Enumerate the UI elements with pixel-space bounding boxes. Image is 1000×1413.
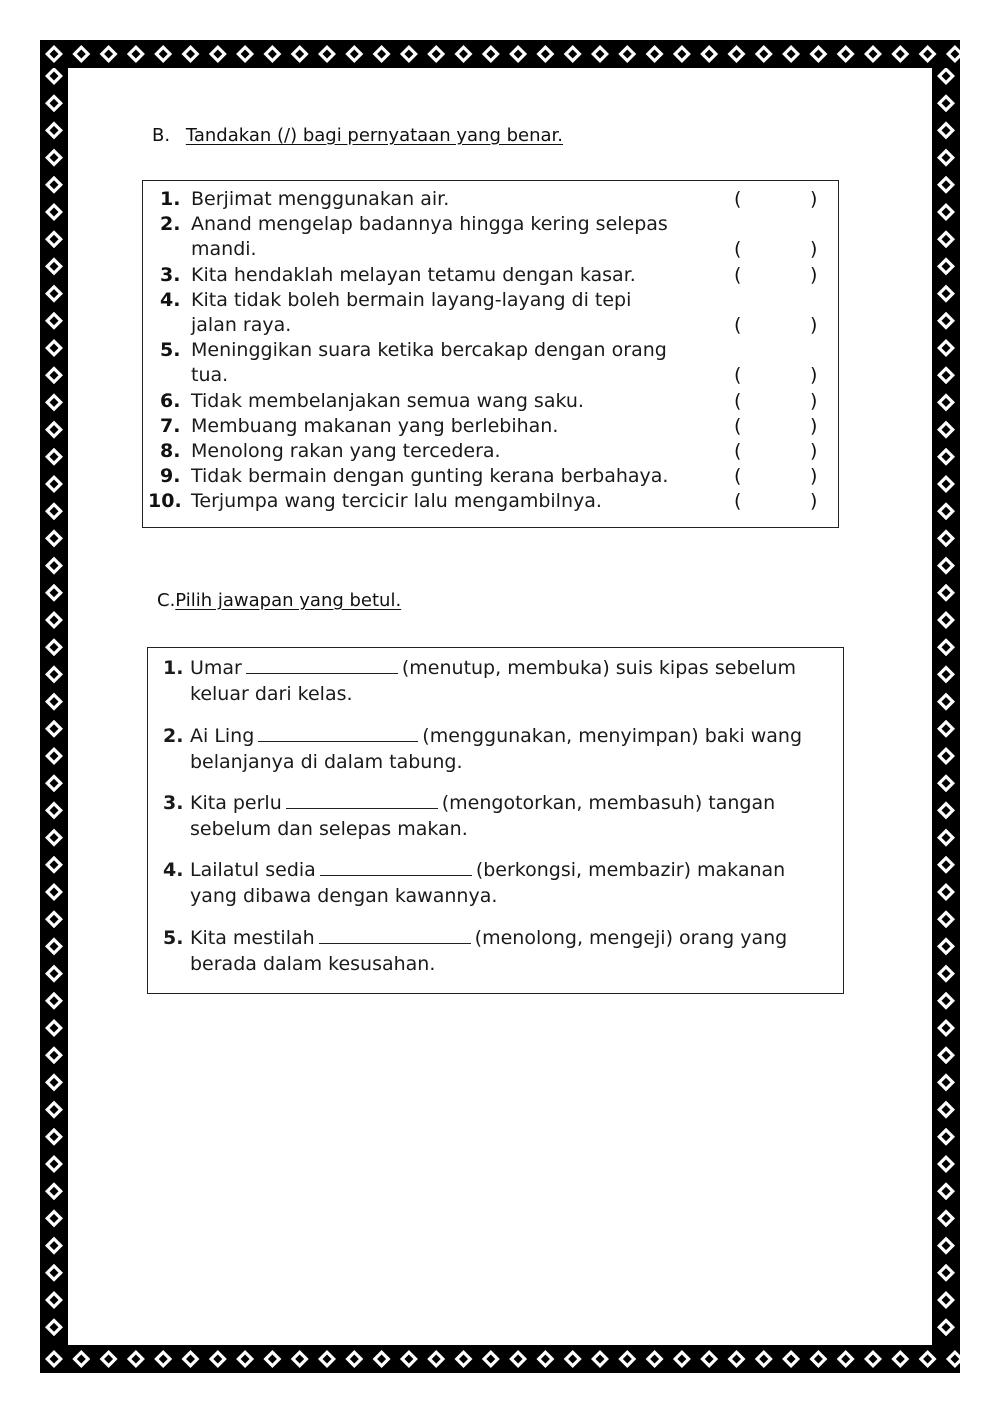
fill-item-text-before: Lailatul sedia	[190, 859, 316, 881]
diamond-border-left	[40, 68, 68, 1345]
close-parenthesis: )	[810, 389, 818, 412]
open-parenthesis: (	[734, 389, 742, 412]
statement-text: Anand mengelap badannya hingga kering selepas	[191, 213, 668, 236]
statement-text: Membuang makanan yang berlebihan.	[191, 414, 559, 437]
diamond-border-right	[932, 68, 960, 1345]
answer-parentheses[interactable]	[734, 314, 824, 338]
statement-text: Kita hendaklah melayan tetamu dengan kasar.	[191, 263, 636, 286]
fill-item-text-continuation: keluar dari kelas.	[190, 683, 353, 705]
section-b-heading	[152, 125, 563, 146]
section-b-instruction: Tandakan (/) bagi pernyataan yang benar.	[185, 125, 563, 146]
statement-number: 7.	[160, 414, 181, 437]
statement-text-continuation: jalan raya.	[191, 314, 292, 336]
close-parenthesis: )	[810, 364, 818, 387]
statement-number: 6.	[160, 389, 181, 412]
answer-blank[interactable]	[258, 723, 418, 742]
statement-number: 2.	[160, 213, 181, 236]
statement-text: Kita tidak boleh bermain layang-layang di tepi	[191, 288, 632, 311]
diamond-border-bottom	[40, 1345, 960, 1373]
statement-text-continuation: mandi.	[191, 238, 257, 261]
fill-item-options: (menolong, mengeji) orang yang	[474, 927, 788, 949]
section-b-letter: B.	[152, 125, 171, 146]
open-parenthesis: (	[734, 238, 742, 261]
open-parenthesis: (	[734, 364, 742, 387]
answer-parentheses[interactable]	[734, 238, 824, 262]
answer-blank[interactable]	[319, 925, 471, 944]
fill-item-text-continuation: yang dibawa dengan kawannya.	[190, 885, 498, 907]
fill-item-text-before: Ai Ling	[190, 725, 255, 747]
fill-item-options: (berkongsi, membazir) makanan	[475, 859, 786, 881]
fill-item-number: 1.	[163, 657, 184, 679]
statement-number: 5.	[160, 339, 181, 362]
close-parenthesis: )	[810, 263, 818, 286]
close-parenthesis: )	[810, 188, 818, 210]
statement-number: 3.	[160, 263, 181, 286]
close-parenthesis: )	[810, 414, 818, 437]
statement-number: 9.	[160, 465, 181, 488]
fill-item-number: 3.	[163, 792, 184, 814]
answer-blank[interactable]	[246, 655, 398, 674]
statement-text-continuation: tua.	[191, 364, 229, 387]
open-parenthesis: (	[734, 490, 742, 513]
answer-parentheses[interactable]	[734, 264, 824, 288]
answer-blank[interactable]	[320, 857, 472, 876]
statement-text: Meninggikan suara ketika bercakap dengan orang	[191, 339, 667, 362]
fill-item-options: (menutup, membuka) suis kipas sebelum	[401, 657, 797, 679]
statement-number: 8.	[160, 440, 181, 462]
open-parenthesis: (	[734, 188, 742, 210]
diamond-border-top	[40, 40, 960, 68]
answer-parentheses[interactable]	[734, 415, 824, 439]
fill-item-text-continuation: belanjanya di dalam tabung.	[190, 751, 463, 773]
fill-item-number: 5.	[163, 927, 184, 949]
statement-text: Berjimat menggunakan air.	[191, 188, 450, 210]
open-parenthesis: (	[734, 263, 742, 286]
answer-parentheses[interactable]	[734, 188, 824, 212]
fill-item-text-before: Kita perlu	[190, 792, 282, 814]
close-parenthesis: )	[810, 490, 818, 513]
answer-blank[interactable]	[286, 790, 438, 809]
close-parenthesis: )	[810, 314, 818, 336]
close-parenthesis: )	[810, 465, 818, 488]
fill-item-text-before: Kita mestilah	[190, 927, 315, 949]
statement-number: 10.	[148, 490, 182, 513]
fill-item-text-continuation: sebelum dan selepas makan.	[190, 818, 468, 840]
answer-parentheses[interactable]	[734, 490, 824, 514]
statement-text: Tidak membelanjakan semua wang saku.	[191, 389, 584, 412]
statement-text: Terjumpa wang tercicir lalu mengambilnya.	[191, 490, 602, 513]
statement-number: 1.	[160, 188, 181, 210]
statement-number: 4.	[160, 288, 181, 311]
close-parenthesis: )	[810, 238, 818, 261]
open-parenthesis: (	[734, 314, 742, 336]
fill-item-number: 2.	[163, 725, 184, 747]
answer-parentheses[interactable]	[734, 440, 824, 464]
open-parenthesis: (	[734, 414, 742, 437]
fill-item-number: 4.	[163, 859, 184, 881]
statement-text: Tidak bermain dengan gunting kerana berbahaya.	[191, 465, 669, 488]
fill-item-options: (menggunakan, menyimpan) baki wang	[422, 725, 803, 747]
statement-text: Menolong rakan yang tercedera.	[191, 440, 501, 462]
section-c-letter: C.	[157, 590, 176, 611]
fill-item-text-continuation: berada dalam kesusahan.	[190, 953, 436, 975]
section-c-heading	[157, 590, 401, 611]
answer-parentheses[interactable]	[734, 390, 824, 414]
open-parenthesis: (	[734, 465, 742, 488]
answer-parentheses[interactable]	[734, 465, 824, 489]
close-parenthesis: )	[810, 440, 818, 462]
fill-item-text-before: Umar	[190, 657, 242, 679]
section-c-instruction: Pilih jawapan yang betul.	[175, 590, 402, 611]
fill-item-options: (mengotorkan, membasuh) tangan	[441, 792, 776, 814]
open-parenthesis: (	[734, 440, 742, 462]
answer-parentheses[interactable]	[734, 364, 824, 388]
